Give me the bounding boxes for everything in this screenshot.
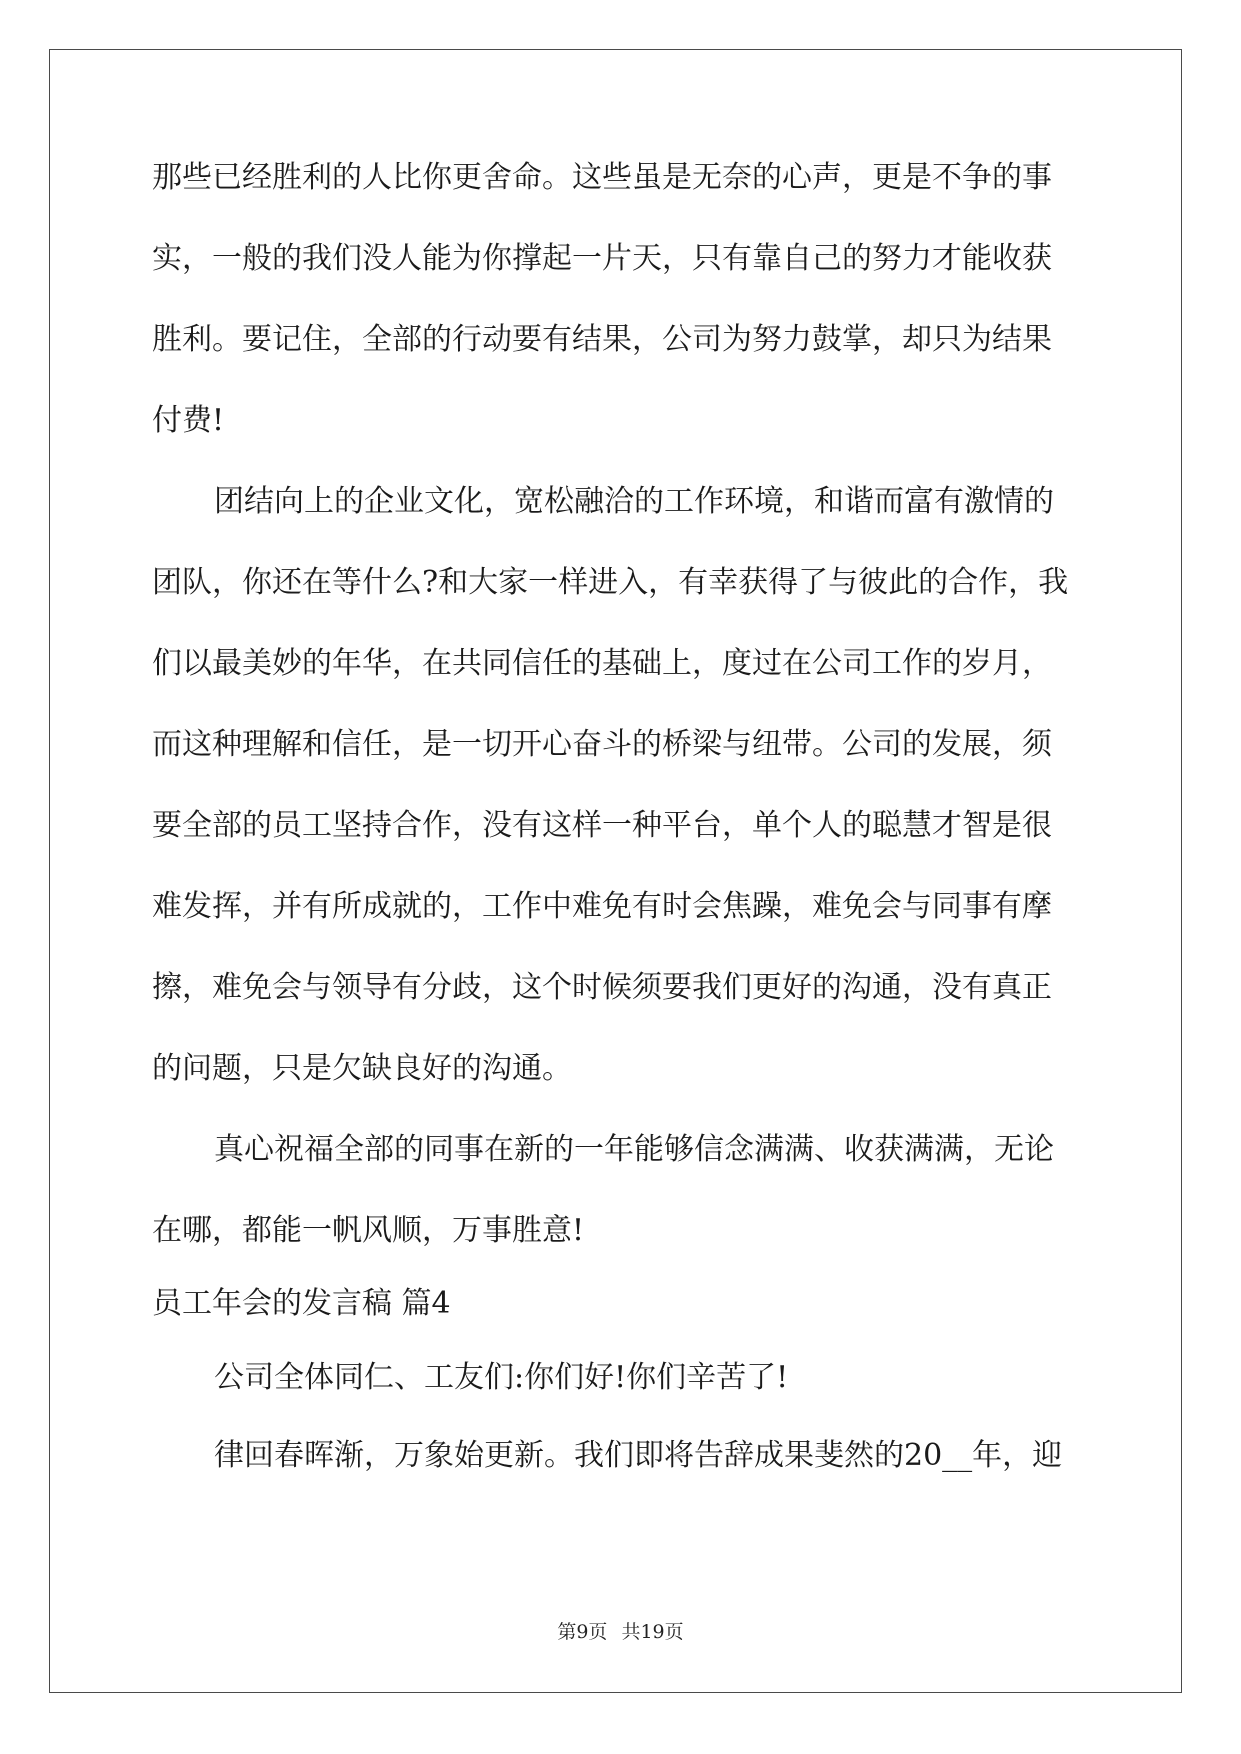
text-line: 胜利。要记住，全部的行动要有结果，公司为努力鼓掌，却只为结果 xyxy=(152,322,1052,357)
text-line: 在哪，都能一帆风顺，万事胜意! xyxy=(152,1213,585,1248)
text-line: 要全部的员工坚持合作，没有这样一种平台，单个人的聪慧才智是很 xyxy=(152,808,1052,843)
section-heading: 员工年会的发言稿 篇4 xyxy=(152,1286,451,1321)
paragraph-start-line: 公司全体同仁、工友们:你们好!你们辛苦了! xyxy=(214,1360,789,1395)
text-line: 实，一般的我们没人能为你撑起一片天，只有靠自己的努力才能收获 xyxy=(152,241,1052,276)
text-line: 付费! xyxy=(152,403,225,438)
text-line: 们以最美妙的年华，在共同信任的基础上，度过在公司工作的岁月， xyxy=(152,646,1052,681)
text-line: 难发挥，并有所成就的，工作中难免有时会焦躁，难免会与同事有摩 xyxy=(152,889,1052,924)
page-total: 共19页 xyxy=(621,1621,684,1643)
text-line: 而这种理解和信任，是一切开心奋斗的桥梁与纽带。公司的发展，须 xyxy=(152,727,1052,762)
text-line: 那些已经胜利的人比你更舍命。这些虽是无奈的心声，更是不争的事 xyxy=(152,160,1052,195)
paragraph-start-line: 团结向上的企业文化，宽松融洽的工作环境，和谐而富有激情的 xyxy=(214,484,1054,519)
text-line: 团队，你还在等什么?和大家一样进入，有幸获得了与彼此的合作，我 xyxy=(152,565,1069,600)
page-number: 第9页 xyxy=(557,1621,608,1643)
paragraph-start-line: 律回春晖渐，万象始更新。我们即将告辞成果斐然的20__年，迎 xyxy=(214,1438,1063,1473)
text-line: 的问题，只是欠缺良好的沟通。 xyxy=(152,1051,572,1086)
page-footer xyxy=(0,1617,1241,1644)
text-line: 擦，难免会与领导有分歧，这个时候须要我们更好的沟通，没有真正 xyxy=(152,970,1052,1005)
paragraph-start-line: 真心祝福全部的同事在新的一年能够信念满满、收获满满，无论 xyxy=(214,1132,1054,1167)
